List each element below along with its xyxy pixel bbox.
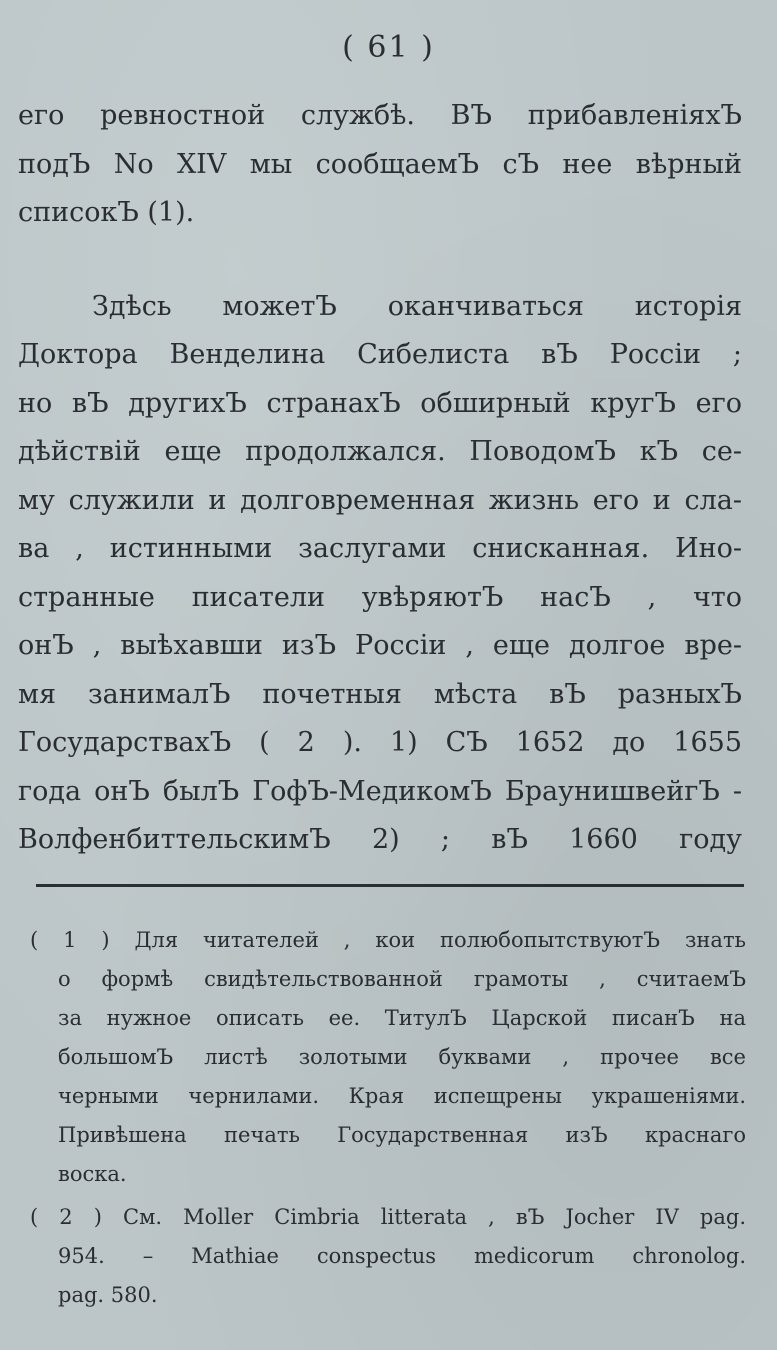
footnote-2-line: pag. 580. [58,1283,158,1307]
footnote-1-line: ( 1 ) Для читателей , кои полюбопытствуютЪ знать [30,928,746,952]
text-line: мя занималЪ почетныя мѣста вЪ разныхЪ [18,678,742,710]
footnote-divider [36,884,744,887]
text-line: подЪ No XIV мы сообщаемЪ сЪ нее вѣрный [18,148,742,180]
text-line: странные писатели увѣряютЪ насЪ , что [18,581,742,613]
footnote-1-line: Привѣшена печать Государственная изЪ краснаго [58,1123,746,1147]
text-line: му служили и долговременная жизнь его и сла- [18,484,742,516]
text-line: ВолфенбиттельскимЪ 2) ; вЪ 1660 году [18,824,742,855]
text-line: Здѣсь можетЪ оканчиваться исторія [92,290,742,322]
footnote-1-line: о формѣ свидѣтельствованной грамоты , считаемЪ [58,967,746,991]
main-text [18,92,742,865]
text-line: но вЪ другихЪ странахЪ обширный кругЪ его [18,387,742,419]
footnote-1-line: черными чернилами. Края испещрены украшеніями. [58,1084,746,1108]
text-line: Доктора Венделина Сибелиста вЪ Россіи ; [18,339,742,370]
page-number: ( 61 ) [342,30,435,65]
footnote-2-line: ( 2 ) См. Moller Cimbria litterata , вЪ Jocher IV pag. [30,1205,746,1229]
paragraph-gap [18,238,742,283]
text-line: ва , истинными заслугами снисканная. Ино- [18,533,742,564]
text-line: дѣйствій еще продолжался. ПоводомЪ кЪ се- [18,436,742,467]
footnote-1-line: большомЪ листѣ золотыми буквами , прочее все [58,1045,746,1069]
footnotes [30,921,746,1315]
text-line: его ревностной службѣ. ВЪ прибавленіяхЪ [18,100,742,131]
text-line: года онЪ былЪ ГофЪ-МедикомЪ БраунишвейгЪ - [18,775,742,807]
text-line: ГосударствахЪ ( 2 ). 1) СЪ 1652 до 1655 [18,727,742,758]
footnote-2-line: 954. – Mathiae conspectus medicorum chronolog. [58,1244,746,1268]
text-line: списокЪ (1). [18,197,195,228]
text-line: онЪ , выѣхавши изЪ Россіи , еще долгое вре- [18,630,742,661]
footnote-1-line: за нужное описать ее. ТитулЪ Царской писанЪ на [58,1006,746,1030]
footnote-1-line: воска. [58,1162,127,1186]
